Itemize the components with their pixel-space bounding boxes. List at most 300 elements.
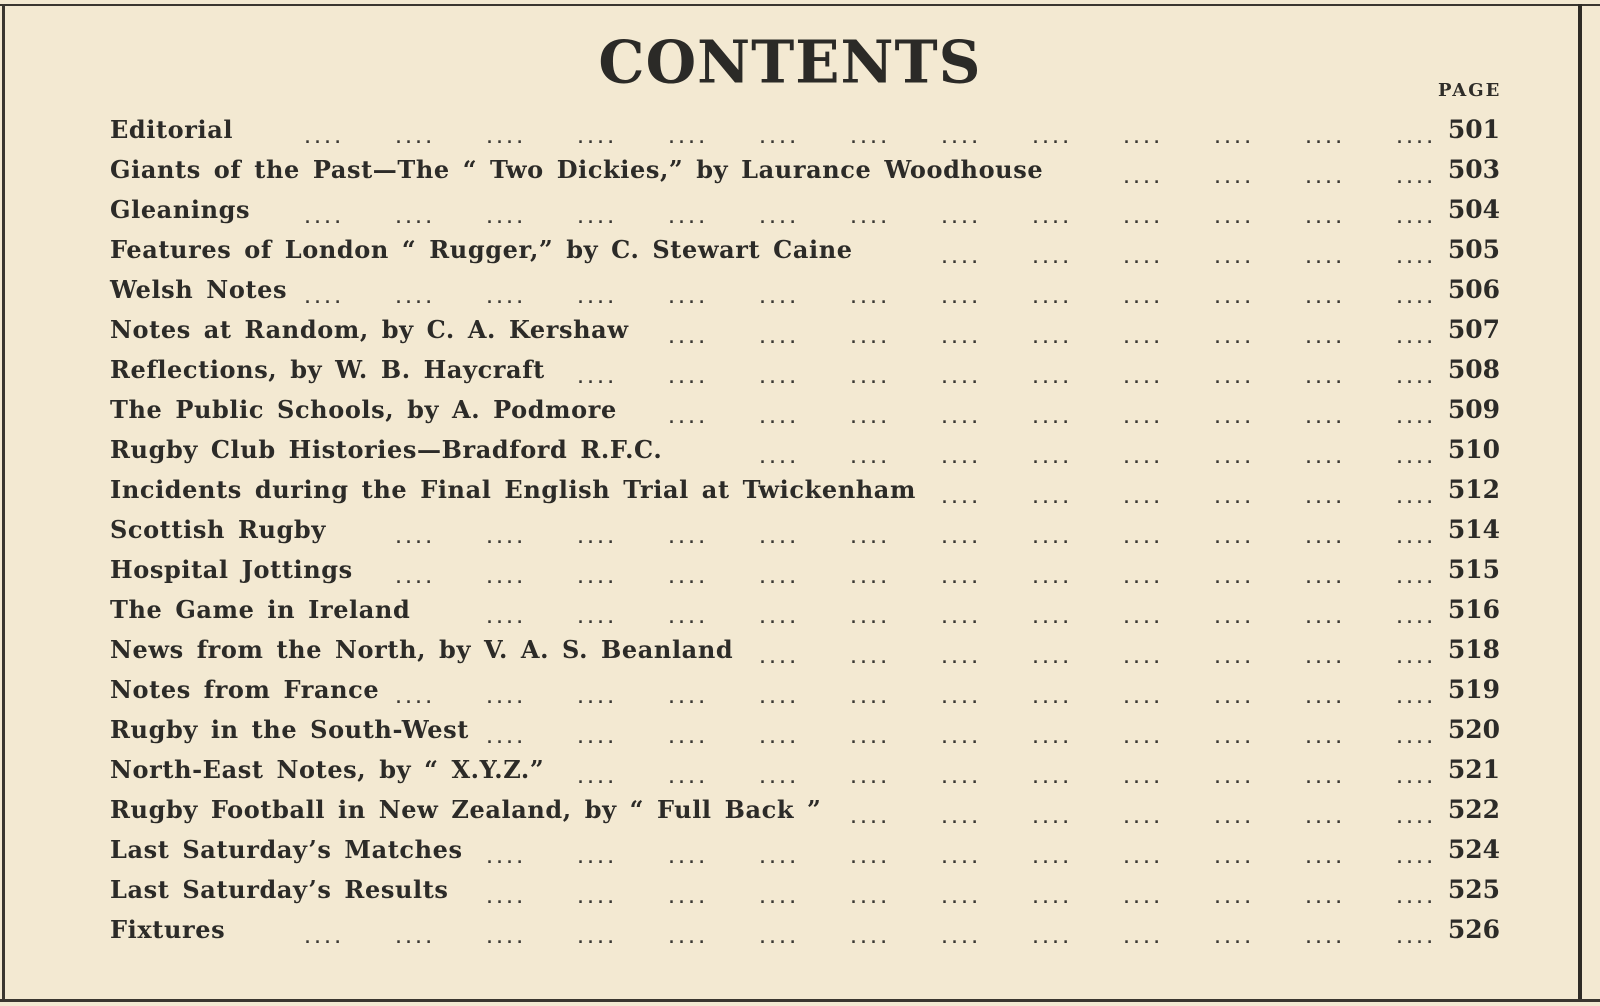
leader-dots: ....	[1395, 529, 1436, 547]
leader-dots: ....	[1213, 409, 1254, 427]
dot-leader	[110, 439, 1436, 469]
leader-dots: ....	[667, 769, 708, 787]
entry-page-number: 514	[1447, 515, 1500, 544]
entry-title: Giants of the Past—The “ Two Dickies,” by Laurance Woodhouse	[110, 155, 1044, 184]
leader-dots: ....	[1122, 689, 1163, 707]
leader-dots: ....	[1031, 849, 1072, 867]
leader-dots: ....	[1031, 129, 1072, 147]
leader-dots: ....	[1122, 129, 1163, 147]
contents-entry	[110, 833, 1510, 873]
leader-dots: ....	[1122, 609, 1163, 627]
entry-page-number: 504	[1447, 195, 1500, 224]
leader-dots: ....	[1395, 929, 1436, 947]
dot-leader	[110, 199, 1436, 229]
dot-leader	[110, 559, 1436, 589]
leader-dots: ....	[940, 889, 981, 907]
leader-dots: ....	[849, 449, 890, 467]
dot-leader	[110, 639, 1436, 669]
leader-dots: ....	[1304, 929, 1345, 947]
leader-dots: ....	[303, 209, 344, 227]
leader-dots: ....	[940, 729, 981, 747]
dot-leader	[110, 359, 1436, 389]
dot-leader	[110, 759, 1436, 789]
leader-dots: ....	[667, 889, 708, 907]
leader-dots: ....	[1304, 569, 1345, 587]
leader-dots: ....	[667, 329, 708, 347]
leader-dots: ....	[1213, 209, 1254, 227]
leader-dots: ....	[1304, 449, 1345, 467]
leader-dots: ....	[758, 129, 799, 147]
leader-dots: ....	[576, 369, 617, 387]
contents-entry	[110, 113, 1510, 153]
leader-dots: ....	[576, 929, 617, 947]
leader-dots: ....	[1304, 289, 1345, 307]
leader-dots: ....	[1031, 529, 1072, 547]
leader-dots: ....	[667, 849, 708, 867]
entry-page-number: 521	[1447, 755, 1500, 784]
leader-dots: ....	[485, 729, 526, 747]
leader-dots: ....	[1122, 649, 1163, 667]
entry-title: Gleanings	[110, 195, 251, 224]
leader-dots: ....	[1031, 689, 1072, 707]
leader-dots: ....	[758, 769, 799, 787]
leader-dots: ....	[1395, 569, 1436, 587]
leader-dots: ....	[667, 209, 708, 227]
leader-dots: ....	[1395, 449, 1436, 467]
leader-dots: ....	[1031, 369, 1072, 387]
leader-dots: ....	[758, 849, 799, 867]
entry-title: Last Saturday’s Matches	[110, 835, 463, 864]
contents-list	[110, 113, 1510, 953]
entry-page-number: 512	[1447, 475, 1500, 504]
leader-dots: ....	[303, 929, 344, 947]
leader-dots: ....	[1031, 609, 1072, 627]
leader-dots: ....	[1304, 129, 1345, 147]
leader-dots: ....	[1304, 169, 1345, 187]
leader-dots: ....	[1304, 809, 1345, 827]
leader-dots: ....	[576, 849, 617, 867]
leader-dots: ....	[1213, 129, 1254, 147]
dot-leader	[110, 319, 1436, 349]
entry-page-number: 503	[1447, 155, 1500, 184]
leader-dots: ....	[1031, 329, 1072, 347]
leader-dots: ....	[940, 409, 981, 427]
leader-dots: ....	[1213, 329, 1254, 347]
entry-title: Last Saturday’s Results	[110, 875, 449, 904]
leader-dots: ....	[849, 529, 890, 547]
entry-page-number: 525	[1447, 875, 1500, 904]
leader-dots: ....	[1304, 609, 1345, 627]
leader-dots: ....	[940, 769, 981, 787]
leader-dots: ....	[1031, 729, 1072, 747]
leader-dots: ....	[940, 209, 981, 227]
leader-dots: ....	[1304, 529, 1345, 547]
dot-leader	[110, 399, 1436, 429]
leader-dots: ....	[1213, 369, 1254, 387]
leader-dots: ....	[758, 329, 799, 347]
entry-title: Reflections, by W. B. Haycraft	[110, 355, 545, 384]
leader-dots: ....	[940, 609, 981, 627]
leader-dots: ....	[667, 569, 708, 587]
contents-entry	[110, 353, 1510, 393]
leader-dots: ....	[576, 889, 617, 907]
leader-dots: ....	[940, 369, 981, 387]
leader-dots: ....	[1213, 609, 1254, 627]
leader-dots: ....	[849, 569, 890, 587]
leader-dots: ....	[1395, 689, 1436, 707]
leader-dots: ....	[849, 769, 890, 787]
entry-page-number: 522	[1447, 795, 1500, 824]
frame-left-rule	[2, 4, 5, 1002]
leader-dots: ....	[1031, 929, 1072, 947]
leader-dots: ....	[667, 929, 708, 947]
leader-dots: ....	[1122, 929, 1163, 947]
dot-leader	[110, 239, 1436, 269]
entry-page-number: 519	[1447, 675, 1500, 704]
leader-dots: ....	[1031, 249, 1072, 267]
leader-dots: ....	[1304, 369, 1345, 387]
leader-dots: ....	[1122, 569, 1163, 587]
dot-leader	[110, 599, 1436, 629]
leader-dots: ....	[1213, 169, 1254, 187]
entry-page-number: 508	[1447, 355, 1500, 384]
leader-dots: ....	[394, 289, 435, 307]
leader-dots: ....	[394, 209, 435, 227]
leader-dots: ....	[849, 929, 890, 947]
leader-dots: ....	[1122, 289, 1163, 307]
leader-dots: ....	[849, 209, 890, 227]
leader-dots: ....	[1122, 889, 1163, 907]
leader-dots: ....	[940, 249, 981, 267]
entry-page-number: 510	[1447, 435, 1500, 464]
dot-leader	[110, 879, 1436, 909]
leader-dots: ....	[1213, 689, 1254, 707]
leader-dots: ....	[1395, 369, 1436, 387]
entry-title: Rugby Club Histories—Bradford R.F.C.	[110, 435, 663, 464]
leader-dots: ....	[940, 529, 981, 547]
entry-title: Incidents during the Final English Trial at Twickenham	[110, 475, 916, 504]
leader-dots: ....	[485, 289, 526, 307]
leader-dots: ....	[1395, 769, 1436, 787]
leader-dots: ....	[576, 769, 617, 787]
leader-dots: ....	[1122, 409, 1163, 427]
entry-title: Welsh Notes	[110, 275, 288, 304]
leader-dots: ....	[1304, 209, 1345, 227]
entry-title: Features of London “ Rugger,” by C. Stewart Caine	[110, 235, 853, 264]
leader-dots: ....	[849, 329, 890, 347]
dot-leader	[110, 799, 1436, 829]
entry-page-number: 520	[1447, 715, 1500, 744]
entry-title: Fixtures	[110, 915, 226, 944]
leader-dots: ....	[667, 129, 708, 147]
dot-leader	[110, 919, 1436, 949]
leader-dots: ....	[1122, 369, 1163, 387]
entry-title: Hospital Jottings	[110, 555, 353, 584]
leader-dots: ....	[1304, 249, 1345, 267]
leader-dots: ....	[1213, 929, 1254, 947]
entry-page-number: 509	[1447, 395, 1500, 424]
leader-dots: ....	[1213, 809, 1254, 827]
entry-page-number: 524	[1447, 835, 1500, 864]
leader-dots: ....	[485, 209, 526, 227]
leader-dots: ....	[940, 289, 981, 307]
leader-dots: ....	[1122, 809, 1163, 827]
leader-dots: ....	[758, 729, 799, 747]
leader-dots: ....	[576, 689, 617, 707]
leader-dots: ....	[1304, 729, 1345, 747]
leader-dots: ....	[1304, 769, 1345, 787]
leader-dots: ....	[485, 849, 526, 867]
leader-dots: ....	[1122, 169, 1163, 187]
page-column-header: PAGE	[1438, 80, 1502, 101]
leader-dots: ....	[849, 409, 890, 427]
leader-dots: ....	[940, 689, 981, 707]
leader-dots: ....	[1213, 769, 1254, 787]
leader-dots: ....	[1031, 769, 1072, 787]
contents-entry	[110, 553, 1510, 593]
leader-dots: ....	[1122, 449, 1163, 467]
leader-dots: ....	[758, 409, 799, 427]
page-title: CONTENTS	[598, 27, 982, 97]
contents-entry	[110, 633, 1510, 673]
leader-dots: ....	[849, 849, 890, 867]
leader-dots: ....	[1213, 649, 1254, 667]
leader-dots: ....	[758, 289, 799, 307]
leader-dots: ....	[1304, 489, 1345, 507]
leader-dots: ....	[667, 529, 708, 547]
leader-dots: ....	[1304, 329, 1345, 347]
leader-dots: ....	[667, 409, 708, 427]
dot-leader	[110, 719, 1436, 749]
contents-entry	[110, 873, 1510, 913]
leader-dots: ....	[576, 529, 617, 547]
entry-page-number: 505	[1447, 235, 1500, 264]
leader-dots: ....	[1395, 809, 1436, 827]
leader-dots: ....	[485, 529, 526, 547]
leader-dots: ....	[758, 609, 799, 627]
leader-dots: ....	[1122, 849, 1163, 867]
leader-dots: ....	[1122, 529, 1163, 547]
leader-dots: ....	[394, 929, 435, 947]
leader-dots: ....	[1213, 289, 1254, 307]
leader-dots: ....	[576, 729, 617, 747]
entry-page-number: 515	[1447, 555, 1500, 584]
leader-dots: ....	[849, 369, 890, 387]
leader-dots: ....	[758, 209, 799, 227]
leader-dots: ....	[485, 129, 526, 147]
leader-dots: ....	[667, 729, 708, 747]
entry-title: Scottish Rugby	[110, 515, 326, 544]
dot-leader	[110, 679, 1436, 709]
leader-dots: ....	[849, 809, 890, 827]
leader-dots: ....	[667, 689, 708, 707]
leader-dots: ....	[1213, 529, 1254, 547]
leader-dots: ....	[1031, 449, 1072, 467]
leader-dots: ....	[849, 649, 890, 667]
leader-dots: ....	[1395, 169, 1436, 187]
leader-dots: ....	[576, 609, 617, 627]
contents-entry	[110, 233, 1510, 273]
leader-dots: ....	[940, 129, 981, 147]
leader-dots: ....	[1304, 889, 1345, 907]
leader-dots: ....	[1213, 489, 1254, 507]
leader-dots: ....	[1031, 889, 1072, 907]
contents-entry	[110, 593, 1510, 633]
leader-dots: ....	[1031, 809, 1072, 827]
leader-dots: ....	[1031, 409, 1072, 427]
leader-dots: ....	[485, 689, 526, 707]
entry-title: News from the North, by V. A. S. Beanland	[110, 635, 734, 664]
leader-dots: ....	[940, 449, 981, 467]
leader-dots: ....	[1122, 329, 1163, 347]
contents-entry	[110, 433, 1510, 473]
leader-dots: ....	[1122, 769, 1163, 787]
leader-dots: ....	[1213, 849, 1254, 867]
leader-dots: ....	[576, 289, 617, 307]
leader-dots: ....	[576, 569, 617, 587]
entry-title: Notes at Random, by C. A. Kershaw	[110, 315, 629, 344]
leader-dots: ....	[758, 689, 799, 707]
leader-dots: ....	[1213, 249, 1254, 267]
leader-dots: ....	[849, 609, 890, 627]
leader-dots: ....	[667, 369, 708, 387]
entry-page-number: 526	[1447, 915, 1500, 944]
leader-dots: ....	[667, 289, 708, 307]
dot-leader	[110, 839, 1436, 869]
leader-dots: ....	[1122, 489, 1163, 507]
leader-dots: ....	[1122, 209, 1163, 227]
contents-entry	[110, 513, 1510, 553]
leader-dots: ....	[1304, 409, 1345, 427]
leader-dots: ....	[667, 609, 708, 627]
leader-dots: ....	[1031, 289, 1072, 307]
entry-title: Rugby in the South-West	[110, 715, 469, 744]
leader-dots: ....	[1395, 729, 1436, 747]
leader-dots: ....	[1395, 129, 1436, 147]
leader-dots: ....	[849, 129, 890, 147]
leader-dots: ....	[849, 889, 890, 907]
entry-page-number: 501	[1447, 115, 1500, 144]
contents-entry	[110, 273, 1510, 313]
leader-dots: ....	[758, 369, 799, 387]
leader-dots: ....	[1213, 449, 1254, 467]
leader-dots: ....	[485, 889, 526, 907]
leader-dots: ....	[1031, 209, 1072, 227]
leader-dots: ....	[1395, 649, 1436, 667]
contents-entry	[110, 393, 1510, 433]
dot-leader	[110, 479, 1436, 509]
leader-dots: ....	[1213, 729, 1254, 747]
contents-entry	[110, 313, 1510, 353]
leader-dots: ....	[940, 649, 981, 667]
entry-page-number: 518	[1447, 635, 1500, 664]
leader-dots: ....	[1213, 569, 1254, 587]
entry-title: North-East Notes, by “ X.Y.Z.”	[110, 755, 545, 784]
leader-dots: ....	[485, 609, 526, 627]
entry-page-number: 507	[1447, 315, 1500, 344]
leader-dots: ....	[1304, 689, 1345, 707]
leader-dots: ....	[940, 849, 981, 867]
entry-page-number: 516	[1447, 595, 1500, 624]
leader-dots: ....	[394, 529, 435, 547]
leader-dots: ....	[1213, 889, 1254, 907]
leader-dots: ....	[940, 489, 981, 507]
leader-dots: ....	[1395, 249, 1436, 267]
leader-dots: ....	[1395, 209, 1436, 227]
leader-dots: ....	[1304, 649, 1345, 667]
leader-dots: ....	[394, 689, 435, 707]
leader-dots: ....	[940, 569, 981, 587]
contents-entry	[110, 473, 1510, 513]
entry-title: Editorial	[110, 115, 234, 144]
leader-dots: ....	[485, 929, 526, 947]
leader-dots: ....	[758, 889, 799, 907]
leader-dots: ....	[758, 649, 799, 667]
leader-dots: ....	[1122, 729, 1163, 747]
entry-title: Notes from France	[110, 675, 380, 704]
entry-title: The Game in Ireland	[110, 595, 411, 624]
leader-dots: ....	[940, 929, 981, 947]
leader-dots: ....	[1031, 649, 1072, 667]
leader-dots: ....	[485, 569, 526, 587]
frame-bottom-rule	[0, 999, 1600, 1002]
contents-entry	[110, 673, 1510, 713]
leader-dots: ....	[758, 449, 799, 467]
entry-page-number: 506	[1447, 275, 1500, 304]
leader-dots: ....	[849, 729, 890, 747]
leader-dots: ....	[849, 689, 890, 707]
leader-dots: ....	[1395, 889, 1436, 907]
frame-right-rule	[1578, 4, 1582, 1002]
leader-dots: ....	[758, 529, 799, 547]
leader-dots: ....	[1395, 609, 1436, 627]
leader-dots: ....	[1395, 489, 1436, 507]
contents-entry	[110, 753, 1510, 793]
leader-dots: ....	[1031, 569, 1072, 587]
contents-entry	[110, 193, 1510, 233]
contents-entry	[110, 713, 1510, 753]
leader-dots: ....	[394, 129, 435, 147]
leader-dots: ....	[1395, 329, 1436, 347]
leader-dots: ....	[1031, 489, 1072, 507]
leader-dots: ....	[303, 129, 344, 147]
leader-dots: ....	[1395, 409, 1436, 427]
leader-dots: ....	[1395, 289, 1436, 307]
leader-dots: ....	[940, 329, 981, 347]
dot-leader	[110, 119, 1436, 149]
frame-top-rule	[0, 4, 1600, 6]
dot-leader	[110, 279, 1436, 309]
contents-entry	[110, 793, 1510, 833]
leader-dots: ....	[758, 929, 799, 947]
contents-entry	[110, 153, 1510, 193]
entry-title: The Public Schools, by A. Podmore	[110, 395, 617, 424]
contents-entry	[110, 913, 1510, 953]
leader-dots: ....	[940, 809, 981, 827]
leader-dots: ....	[1395, 849, 1436, 867]
leader-dots: ....	[576, 129, 617, 147]
leader-dots: ....	[576, 209, 617, 227]
leader-dots: ....	[303, 289, 344, 307]
leader-dots: ....	[849, 289, 890, 307]
dot-leader	[110, 519, 1436, 549]
leader-dots: ....	[1122, 249, 1163, 267]
leader-dots: ....	[1304, 849, 1345, 867]
dot-leader	[110, 159, 1436, 189]
leader-dots: ....	[758, 569, 799, 587]
entry-title: Rugby Football in New Zealand, by “ Full Back ”	[110, 795, 822, 824]
leader-dots: ....	[394, 569, 435, 587]
